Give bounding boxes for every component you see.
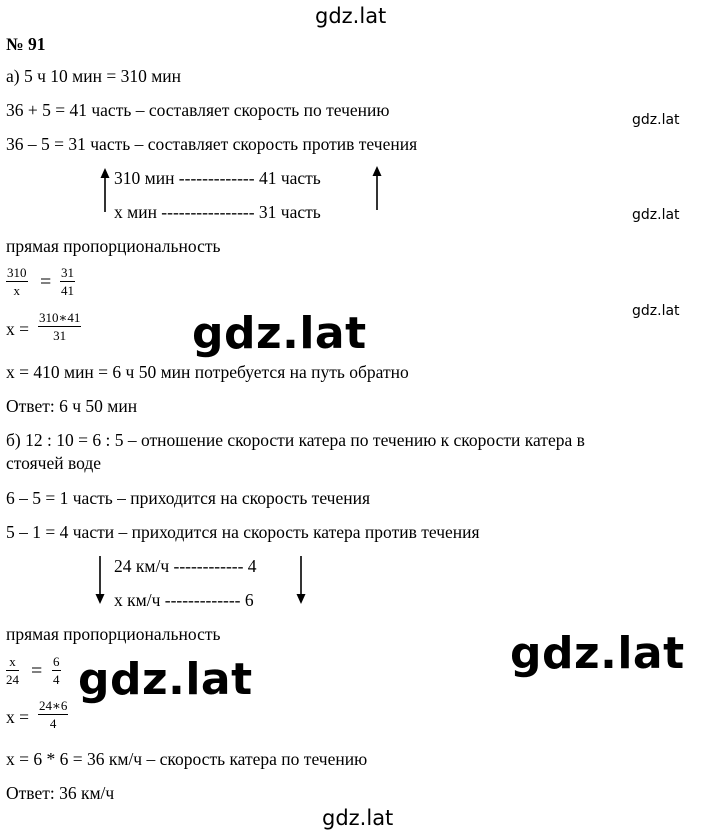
watermark-large-right: gdz.lat (510, 628, 685, 679)
part-b-eq2-prefix: х = (6, 707, 29, 727)
part-a-result: х = 410 мин = 6 ч 50 мин потребуется на путь обратно (6, 362, 409, 382)
part-a-fraction-left (6, 265, 28, 298)
part-b-proportion-row-1: 24 км/ч ------------ 4 (114, 556, 257, 576)
fraction-denominator: 24 (6, 672, 19, 687)
arrow-down-icon (294, 556, 308, 604)
part-b-result: х = 6 * 6 = 36 км/ч – скорость катера по течению (6, 749, 368, 769)
fraction-denominator: 4 (49, 716, 57, 731)
watermark-large-left: gdz.lat (78, 654, 253, 705)
part-b-line-1a: б) 12 : 10 = 6 : 5 – отношение скорости катера по течению к скорости катера в (6, 430, 585, 450)
fraction-denominator: x (13, 283, 20, 298)
part-b-line-1b: стоячей воде (6, 453, 102, 473)
part-a-fraction-right (60, 265, 75, 298)
watermark-large-center: gdz.lat (192, 308, 367, 359)
watermark-right-2: gdz.lat (632, 207, 680, 223)
fraction-numerator: 24∗6 (39, 698, 68, 713)
part-b-line-3: 5 – 1 = 4 части – приходится на скорость катера против течения (6, 522, 480, 542)
fraction-denominator: 41 (61, 283, 74, 298)
fraction-numerator: 310∗41 (39, 310, 81, 325)
part-b-answer: Ответ: 36 км/ч (6, 783, 115, 803)
part-a-eq-sign: = (40, 271, 52, 293)
fraction-denominator: 31 (53, 328, 67, 343)
watermark-right-1: gdz.lat (632, 112, 680, 128)
arrow-up-icon (98, 168, 112, 214)
part-a-proportion-row-1: 310 мин ------------- 41 часть (114, 168, 321, 188)
part-a-relation: прямая пропорциональность (6, 236, 221, 256)
part-a-proportion-row-2: х мин ---------------- 31 часть (114, 202, 321, 222)
part-a-eq2-prefix: х = (6, 319, 29, 339)
part-b-line-2: 6 – 5 = 1 часть – приходится на скорость течения (6, 488, 371, 508)
part-a-fraction-x (38, 310, 81, 343)
part-b-relation: прямая пропорциональность (6, 624, 221, 644)
part-a-line-3: 36 – 5 = 31 часть – составляет скорость против течения (6, 134, 418, 154)
fraction-numerator: 310 (7, 265, 27, 280)
part-a-line-2: 36 + 5 = 41 часть – составляет скорость по течению (6, 100, 390, 120)
part-b-fraction-right (52, 654, 61, 687)
fraction-numerator: 6 (53, 654, 60, 669)
watermark-right-3: gdz.lat (632, 303, 680, 319)
part-b-eq-sign: = (31, 660, 43, 682)
arrow-down-icon (93, 556, 107, 604)
fraction-denominator: 4 (53, 672, 60, 687)
watermark-bottom: gdz.lat (322, 806, 394, 830)
watermark-top: gdz.lat (315, 4, 387, 28)
part-a-line-1: а) 5 ч 10 мин = 310 мин (6, 66, 181, 86)
part-a-answer: Ответ: 6 ч 50 мин (6, 396, 138, 416)
fraction-numerator: x (6, 654, 19, 671)
problem-number: № 91 (6, 34, 46, 54)
fraction-numerator: 31 (61, 265, 74, 280)
arrow-up-icon (370, 166, 384, 212)
part-b-fraction-x (38, 698, 68, 731)
part-b-fraction-left (6, 654, 19, 687)
part-b-proportion-row-2: х км/ч ------------- 6 (114, 590, 254, 610)
